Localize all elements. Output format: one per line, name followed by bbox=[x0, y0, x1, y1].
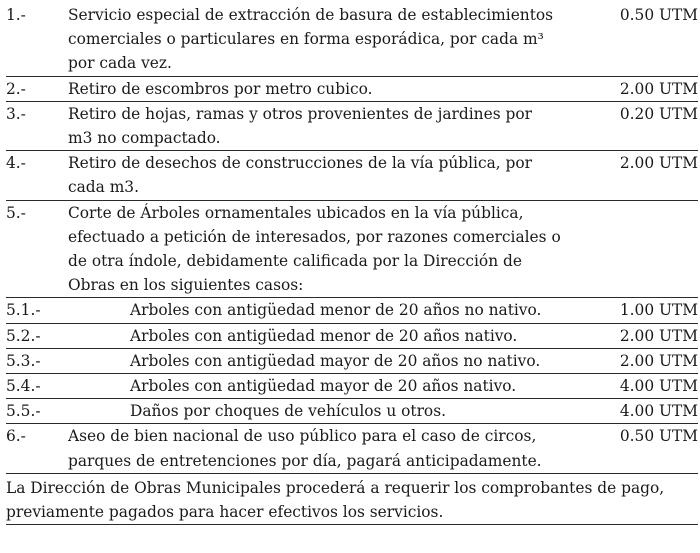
item-number: 3.- bbox=[6, 101, 68, 150]
item-number: 2.- bbox=[6, 76, 68, 101]
item-number: 5.2.- bbox=[6, 323, 68, 348]
description-line: por cada vez. bbox=[68, 54, 172, 73]
description-line: Daños por choques de vehículos u otros. bbox=[130, 402, 446, 421]
description-line: Aseo de bien nacional de uso público para el caso de circos, bbox=[68, 427, 537, 446]
closing-note-row bbox=[6, 473, 698, 524]
item-value: 2.00 UTM bbox=[578, 76, 698, 101]
item-description bbox=[68, 76, 578, 101]
description-line: Retiro de hojas, ramas y otros provenientes de jardines por bbox=[68, 104, 532, 123]
item-number: 5.- bbox=[6, 200, 68, 298]
item-value: 2.00 UTM bbox=[578, 323, 698, 348]
item-description bbox=[68, 424, 578, 473]
table-row bbox=[6, 200, 698, 298]
item-description bbox=[68, 348, 578, 373]
item-description bbox=[68, 101, 578, 150]
item-description bbox=[68, 323, 578, 348]
description-line: efectuado a petición de interesados, por razones comerciales o bbox=[68, 227, 561, 246]
item-number: 1.- bbox=[6, 3, 68, 76]
description-line: Obras en los siguientes casos: bbox=[68, 276, 304, 295]
table-row bbox=[6, 3, 698, 76]
closing-note bbox=[6, 473, 698, 524]
item-description bbox=[68, 151, 578, 200]
table-row bbox=[6, 101, 698, 150]
description-line: Arboles con antigüedad mayor de 20 años nativo. bbox=[130, 377, 517, 396]
description-line: Arboles con antigüedad menor de 20 años nativo. bbox=[130, 326, 518, 345]
item-value: 0.50 UTM bbox=[578, 3, 698, 76]
item-value: 2.00 UTM bbox=[578, 348, 698, 373]
table-row bbox=[6, 323, 698, 348]
description-line: parques de entretenciones por día, pagará anticipadamente. bbox=[68, 451, 542, 470]
description-line: comerciales o particulares en forma esporádica, por cada m³ bbox=[68, 30, 544, 49]
item-number: 6.- bbox=[6, 424, 68, 473]
table-row bbox=[6, 76, 698, 101]
item-value: 1.00 UTM bbox=[578, 298, 698, 323]
item-description bbox=[68, 399, 578, 424]
item-description bbox=[68, 374, 578, 399]
description-line: cada m3. bbox=[68, 178, 139, 197]
item-number: 5.4.- bbox=[6, 374, 68, 399]
note-line: previamente pagados para hacer efectivos los servicios. bbox=[6, 503, 444, 522]
item-number: 4.- bbox=[6, 151, 68, 200]
table-row bbox=[6, 348, 698, 373]
item-number: 5.1.- bbox=[6, 298, 68, 323]
description-line: Retiro de escombros por metro cubico. bbox=[68, 79, 373, 98]
table-row bbox=[6, 374, 698, 399]
item-value: 4.00 UTM bbox=[578, 399, 698, 424]
item-value: 0.50 UTM bbox=[578, 424, 698, 473]
fees-table bbox=[6, 3, 698, 525]
note-line: La Dirección de Obras Municipales procederá a requerir los comprobantes de pago, bbox=[6, 478, 665, 497]
description-line: m3 no compactado. bbox=[68, 129, 221, 148]
item-number: 5.3.- bbox=[6, 348, 68, 373]
description-line: Retiro de desechos de construcciones de la vía pública, por bbox=[68, 154, 533, 173]
description-line: de otra índole, debidamente calificada por la Dirección de bbox=[68, 252, 522, 271]
item-description bbox=[68, 298, 578, 323]
item-description bbox=[68, 200, 578, 298]
description-line: Arboles con antigüedad mayor de 20 años no nativo. bbox=[130, 351, 541, 370]
description-line: Servicio especial de extracción de basura de establecimientos bbox=[68, 6, 554, 24]
table-row bbox=[6, 424, 698, 473]
item-value: 2.00 UTM bbox=[578, 151, 698, 200]
item-value: 4.00 UTM bbox=[578, 374, 698, 399]
table-row bbox=[6, 151, 698, 200]
item-value bbox=[578, 200, 698, 298]
description-line: Arboles con antigüedad menor de 20 años no nativo. bbox=[130, 301, 542, 320]
table-row bbox=[6, 399, 698, 424]
table-row bbox=[6, 298, 698, 323]
item-number: 5.5.- bbox=[6, 399, 68, 424]
item-description bbox=[68, 3, 578, 76]
description-line: Corte de Árboles ornamentales ubicados en la vía pública, bbox=[68, 203, 524, 222]
item-value: 0.20 UTM bbox=[578, 101, 698, 150]
